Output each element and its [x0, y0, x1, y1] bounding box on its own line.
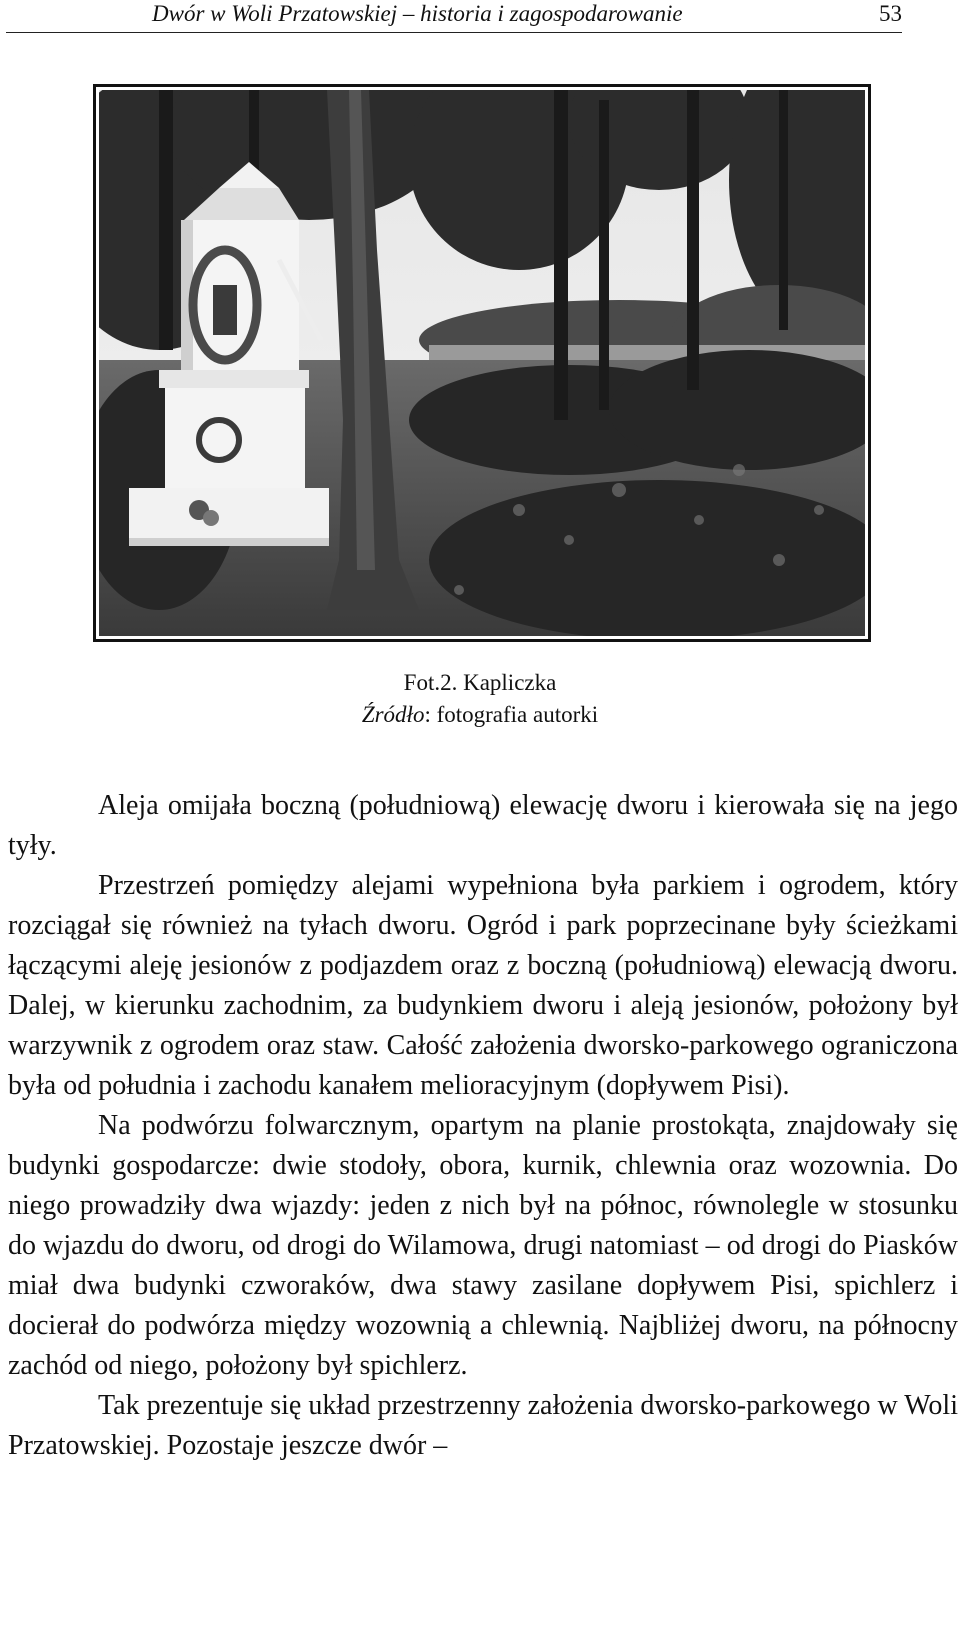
paragraph: Na podwórzu folwarcznym, opartym na planie prostokąta, znajdowały się budynki gospodarcze: dwie stodoły, obora, kurnik, chlewnia oraz wozownia. Do niego prowadziły dwa wjazdy: jeden z nich był na północ, równolegle w stosunku do wjazdu do dworu, od drogi do Wilamowa, drugi natomiast – od drogi do Piasków miał dwa budynki czworaków, dwa stawy zasilane dopływem Pisi, spichlerz i docierał do podwórza między wozownią a chlewnią. Najbliżej dworu, na północny zachód od niego, położony był spichlerz.	[8, 1110, 958, 1381]
figure-caption: Fot.2. Kapliczka	[403, 670, 557, 695]
paragraph: Przestrzeń pomiędzy alejami wypełniona była parkiem i ogrodem, który rozciągał się również na tyłach dworu. Ogród i park poprzecinane były ścieżkami łączącymi aleję jesionów z podjazdem oraz z boczną (południową) elewacją dworu. Dalej, w kierunku zachodnim, za budynkiem dworu i aleją jesionów, położony był warzywnik z ogrodem oraz staw. Całość założenia dworsko-parkowego ograniczona była od południa i zachodu kanałem melioracyjnym (dopływem Pisi).	[8, 870, 958, 1101]
running-header-title: Dwór w Woli Przatowskiej – historia i zagospodarowanie	[152, 1, 683, 26]
photo-frame	[93, 84, 871, 642]
paragraph: Tak prezentuje się układ przestrzenny założenia dworsko-parkowego w Woli Przatowskiej. Pozostaje jeszcze dwór –	[8, 1390, 958, 1461]
running-header	[6, 0, 902, 33]
page-number: 53	[879, 1, 902, 26]
figure-source-label: Źródło	[361, 702, 425, 727]
figure-source	[0, 700, 960, 730]
figure-source-text: : fotografia autorki	[424, 702, 599, 727]
wayside-shrine-photo	[99, 90, 865, 636]
paragraph: Aleja omijała boczną (południową) elewację dworu i kierowała się na jego tyły.	[8, 790, 958, 861]
body-text	[8, 786, 958, 1466]
